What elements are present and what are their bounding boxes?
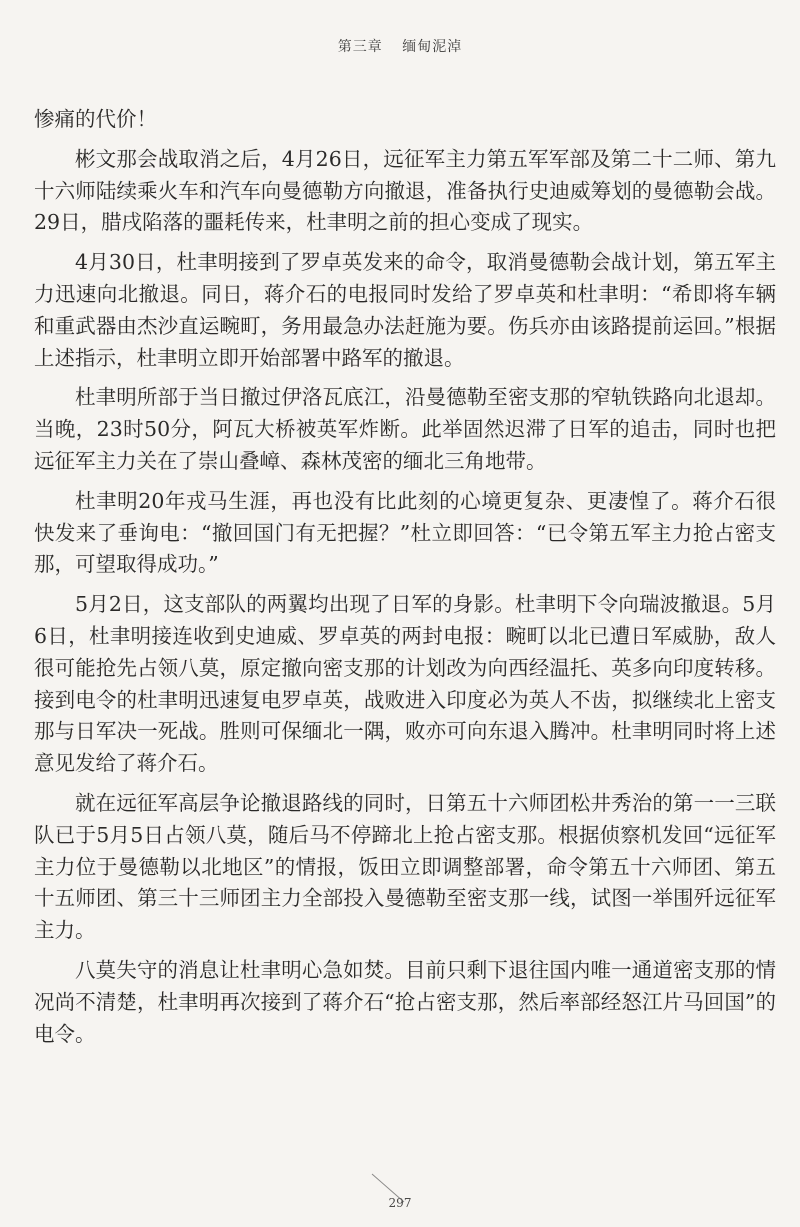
body-text — [34, 104, 776, 1050]
paragraph: 杜聿明所部于当日撤过伊洛瓦底江，沿曼德勒至密支那的窄轨铁路向北退却。当晚，23时50分，阿瓦大桥被英军炸断。此举固然迟滞了日军的追击，同时也把远征军主力关在了崇山叠嶂、森林茂密的缅北三角地带。 — [34, 385, 776, 473]
running-header — [0, 36, 800, 56]
paragraph: 就在远征军高层争论撤退路线的同时，日第五十六师团松井秀治的第一一三联队已于5月5日占领八莫，随后马不停蹄北上抢占密支那。根据侦察机发回“远征军主力位于曼德勒以北地区”的情报，饭田立即调整部署，命令第五十六师团、第五十五师团、第三十三师团主力全部投入曼德勒至密支那一线，试图一举围歼远征军主力。 — [34, 790, 776, 943]
paragraph: 杜聿明20年戎马生涯，再也没有比此刻的心境更复杂、更凄惶了。蒋介石很快发来了垂询电：“撤回国门有无把握？”杜立即回答：“已令第五军主力抢占密支那，可望取得成功。” — [34, 488, 776, 577]
page-number: 297 — [388, 1196, 412, 1210]
paragraph: 4月30日，杜聿明接到了罗卓英发来的命令，取消曼德勒会战计划，第五军主力迅速向北撤退。同日，蒋介石的电报同时发给了罗卓英和杜聿明：“希即将车辆和重武器由杰沙直运畹町，务用最急办法赶施为要。伤兵亦由该路提前运回。”根据上述指示，杜聿明立即开始部署中路军的撤退。 — [34, 250, 776, 370]
paragraph: 5月2日，这支部队的两翼均出现了日军的身影。杜聿明下令向瑞波撤退。5月6日，杜聿明接连收到史迪威、罗卓英的两封电报：畹町以北已遭日军威胁，敌人很可能抢先占领八莫，原定撤向密支那的计划改为向西经温托、英多向印度转移。接到电令的杜聿明迅速复电罗卓英，战败进入印度必为英人不齿，拟继续北上密支那与日军决一死战。胜则可保缅北一隅，败亦可向东退入腾冲。杜聿明同时将上述意见发给了蒋介石。 — [34, 592, 776, 776]
paragraph: 八莫失守的消息让杜聿明心急如焚。目前只剩下退往国内唯一通道密支那的情况尚不清楚，杜聿明再次接到了蒋介石“抢占密支那，然后率部经怒江片马回国”的电令。 — [34, 957, 776, 1046]
chapter-title: 缅甸泥淖 — [402, 39, 463, 55]
paragraph: 惨痛的代价！ — [34, 107, 157, 131]
paragraph: 彬文那会战取消之后，4月26日，远征军主力第五军军部及第二十二师、第九十六师陆续乘火车和汽车向曼德勒方向撤退，准备执行史迪威筹划的曼德勒会战。29日，腊戌陷落的噩耗传来，杜聿明之前的担心变成了现实。 — [34, 146, 776, 235]
chapter-number: 第三章 — [337, 39, 383, 55]
